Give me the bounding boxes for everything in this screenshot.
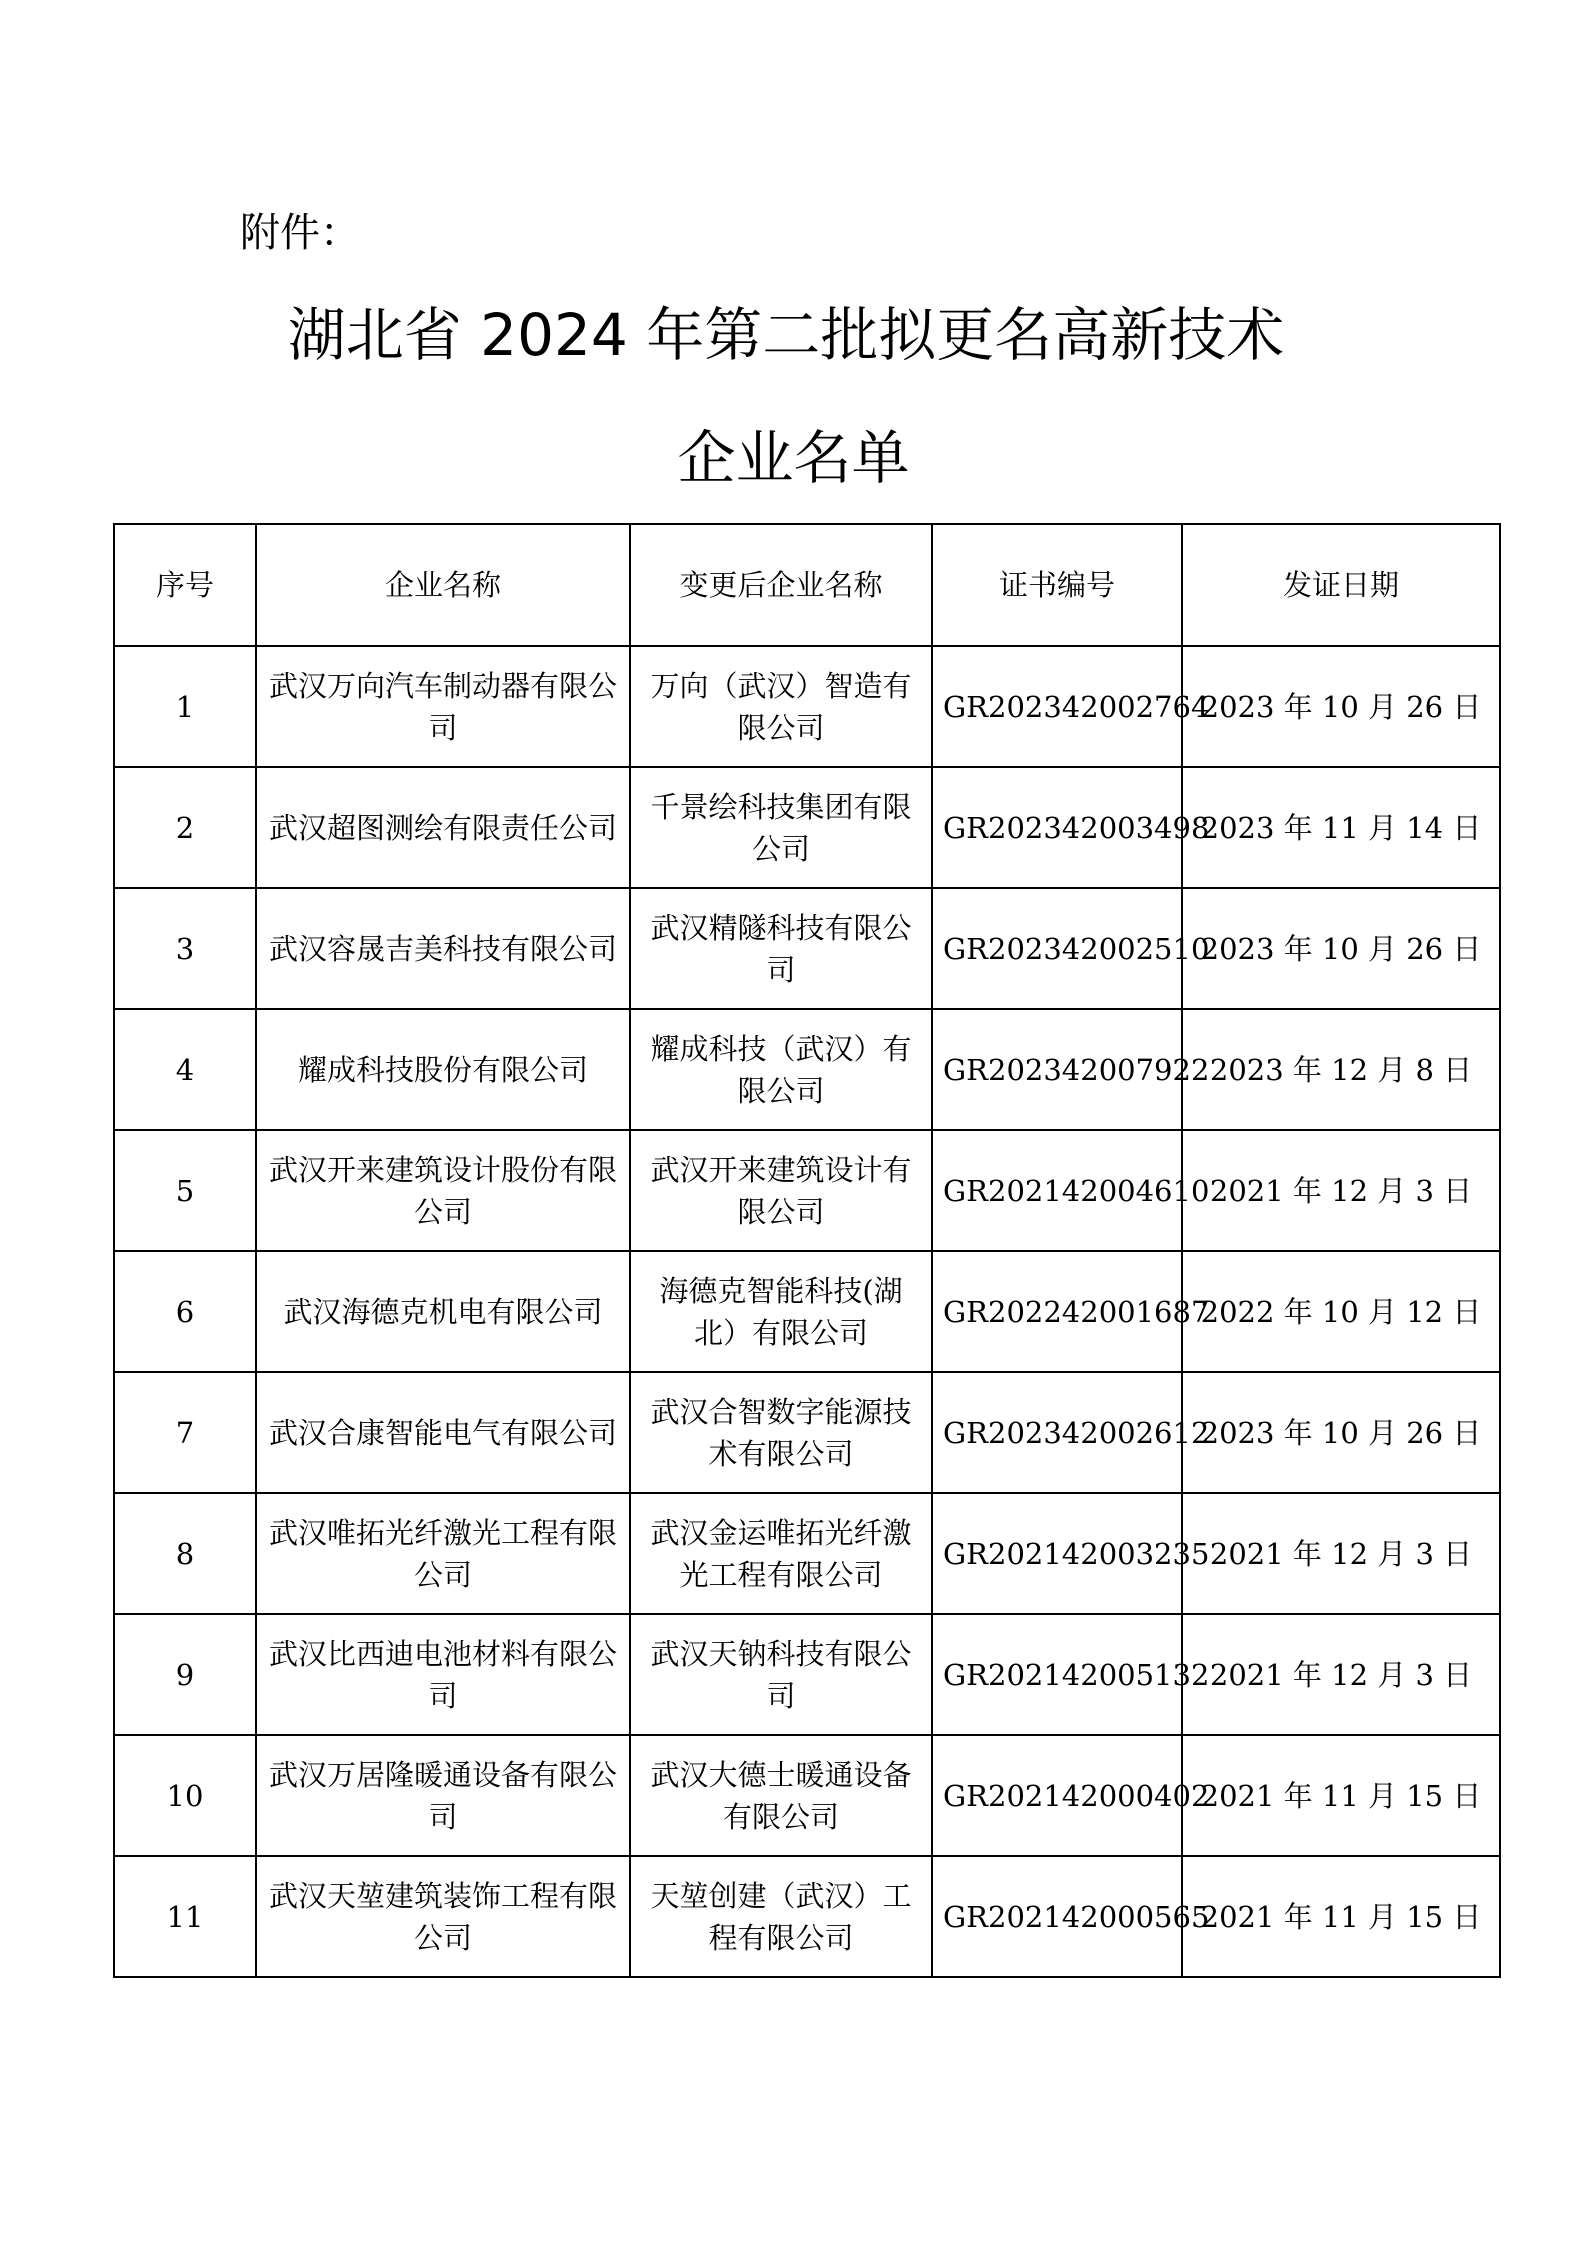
- cell-issue-date: 2023 年 12 月 8 日: [1182, 1009, 1500, 1130]
- cell-index: 9: [114, 1614, 256, 1735]
- table-row: [114, 888, 1500, 1009]
- cell-company-name: 武汉唯拓光纤激光工程有限公司: [256, 1493, 630, 1614]
- cell-certificate-number: GR202142005132: [932, 1614, 1182, 1735]
- table-row: [114, 1735, 1500, 1856]
- table-header-row: [114, 524, 1500, 646]
- cell-certificate-number: GR202142000565: [932, 1856, 1182, 1977]
- cell-company-name: 武汉超图测绘有限责任公司: [256, 767, 630, 888]
- cell-new-company-name: 武汉精隧科技有限公司: [630, 888, 932, 1009]
- cell-company-name: 耀成科技股份有限公司: [256, 1009, 630, 1130]
- table-row: [114, 1856, 1500, 1977]
- cell-index: 4: [114, 1009, 256, 1130]
- cell-certificate-number: GR202342002612: [932, 1372, 1182, 1493]
- company-rename-table: [113, 523, 1501, 1978]
- cell-new-company-name: 天堃创建（武汉）工程有限公司: [630, 1856, 932, 1977]
- cell-issue-date: 2021 年 11 月 15 日: [1182, 1735, 1500, 1856]
- cell-new-company-name: 武汉开来建筑设计有限公司: [630, 1130, 932, 1251]
- cell-index: 2: [114, 767, 256, 888]
- column-header-index: 序号: [114, 524, 256, 646]
- column-header-company-name: 企业名称: [256, 524, 630, 646]
- cell-new-company-name: 武汉大德士暖通设备有限公司: [630, 1735, 932, 1856]
- cell-new-company-name: 万向（武汉）智造有限公司: [630, 646, 932, 767]
- cell-company-name: 武汉万居隆暖通设备有限公司: [256, 1735, 630, 1856]
- cell-new-company-name: 武汉天钠科技有限公司: [630, 1614, 932, 1735]
- document-title-line2: 企业名单: [677, 424, 910, 492]
- cell-index: 10: [114, 1735, 256, 1856]
- cell-issue-date: 2021 年 12 月 3 日: [1182, 1614, 1500, 1735]
- cell-company-name: 武汉万向汽车制动器有限公司: [256, 646, 630, 767]
- cell-index: 5: [114, 1130, 256, 1251]
- column-header-new-company-name: 变更后企业名称: [630, 524, 932, 646]
- cell-issue-date: 2023 年 10 月 26 日: [1182, 1372, 1500, 1493]
- cell-issue-date: 2023 年 10 月 26 日: [1182, 646, 1500, 767]
- cell-index: 8: [114, 1493, 256, 1614]
- cell-issue-date: 2023 年 11 月 14 日: [1182, 767, 1500, 888]
- cell-new-company-name: 海德克智能科技(湖北）有限公司: [630, 1251, 932, 1372]
- cell-issue-date: 2022 年 10 月 12 日: [1182, 1251, 1500, 1372]
- table-row: [114, 1130, 1500, 1251]
- table-row: [114, 646, 1500, 767]
- cell-certificate-number: GR202142004610: [932, 1130, 1182, 1251]
- table-row: [114, 1009, 1500, 1130]
- cell-index: 1: [114, 646, 256, 767]
- cell-company-name: 武汉开来建筑设计股份有限公司: [256, 1130, 630, 1251]
- cell-issue-date: 2023 年 10 月 26 日: [1182, 888, 1500, 1009]
- document-title-line1: 湖北省 2024 年第二批拟更名高新技术: [287, 301, 1285, 369]
- cell-certificate-number: GR202242001687: [932, 1251, 1182, 1372]
- table-row: [114, 1493, 1500, 1614]
- cell-company-name: 武汉容晟吉美科技有限公司: [256, 888, 630, 1009]
- column-header-certificate-number: 证书编号: [932, 524, 1182, 646]
- attachment-label: 附件：: [240, 210, 360, 256]
- table-row: [114, 767, 1500, 888]
- cell-company-name: 武汉海德克机电有限公司: [256, 1251, 630, 1372]
- table-row: [114, 1614, 1500, 1735]
- cell-new-company-name: 武汉合智数字能源技术有限公司: [630, 1372, 932, 1493]
- cell-certificate-number: GR202142000402: [932, 1735, 1182, 1856]
- cell-issue-date: 2021 年 12 月 3 日: [1182, 1130, 1500, 1251]
- table-row: [114, 1251, 1500, 1372]
- cell-index: 3: [114, 888, 256, 1009]
- cell-certificate-number: GR202342002510: [932, 888, 1182, 1009]
- cell-company-name: 武汉比西迪电池材料有限公司: [256, 1614, 630, 1735]
- cell-company-name: 武汉天堃建筑装饰工程有限公司: [256, 1856, 630, 1977]
- cell-index: 6: [114, 1251, 256, 1372]
- cell-issue-date: 2021 年 11 月 15 日: [1182, 1856, 1500, 1977]
- cell-certificate-number: GR202342007922: [932, 1009, 1182, 1130]
- cell-company-name: 武汉合康智能电气有限公司: [256, 1372, 630, 1493]
- cell-certificate-number: GR202342003498: [932, 767, 1182, 888]
- cell-certificate-number: GR202342002764: [932, 646, 1182, 767]
- table-row: [114, 1372, 1500, 1493]
- column-header-issue-date: 发证日期: [1182, 524, 1500, 646]
- cell-issue-date: 2021 年 12 月 3 日: [1182, 1493, 1500, 1614]
- cell-index: 11: [114, 1856, 256, 1977]
- cell-certificate-number: GR202142003235: [932, 1493, 1182, 1614]
- cell-new-company-name: 千景绘科技集团有限公司: [630, 767, 932, 888]
- cell-index: 7: [114, 1372, 256, 1493]
- cell-new-company-name: 耀成科技（武汉）有限公司: [630, 1009, 932, 1130]
- cell-new-company-name: 武汉金运唯拓光纤激光工程有限公司: [630, 1493, 932, 1614]
